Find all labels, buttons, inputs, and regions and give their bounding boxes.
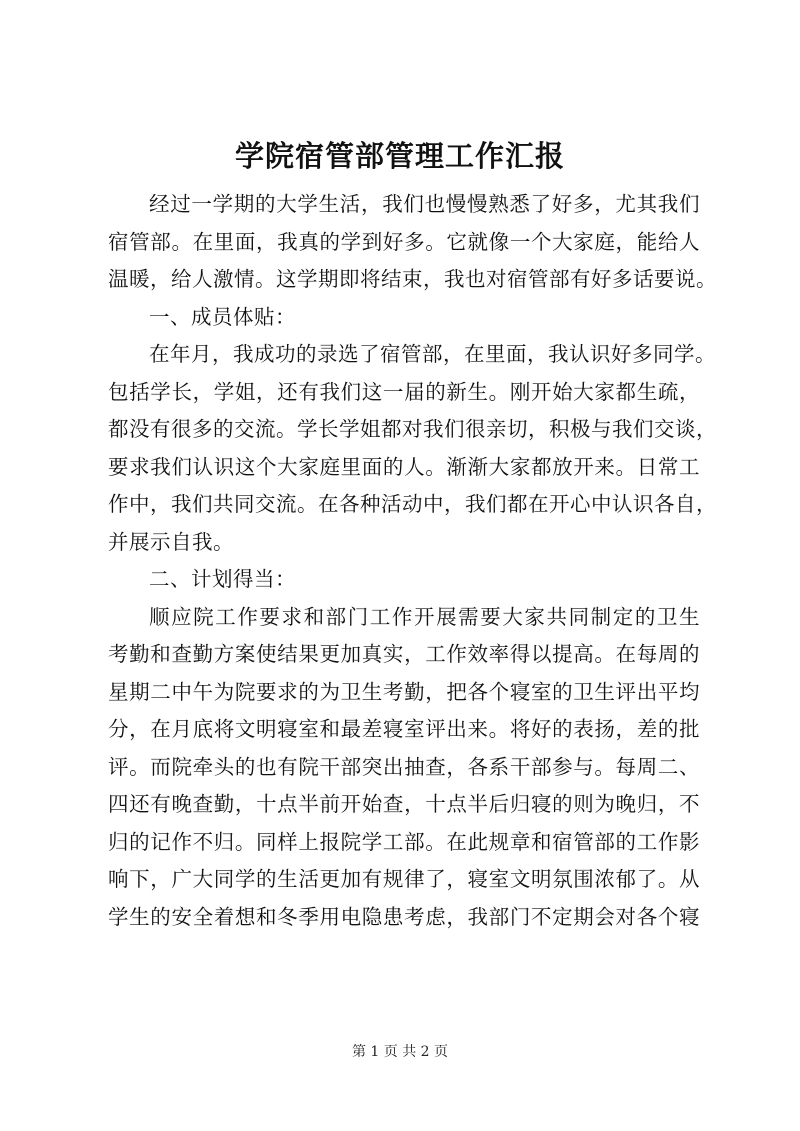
paragraph-line: 考勤和查勤方案使结果更加真实，工作效率得以提高。在每周的 — [108, 642, 700, 666]
paragraph-line: 宿管部。在里面，我真的学到好多。它就像一个大家庭，能给人 — [108, 229, 700, 254]
paragraph-line: 并展示自我。 — [108, 529, 234, 554]
paragraph-line: 归的记作不归。同样上报院学工部。在此规章和宿管部的工作影 — [108, 829, 700, 854]
paragraph-line: 温暖，给人激情。这学期即将结束，我也对宿管部有好多话要说。 — [108, 267, 717, 291]
paragraph-line: 作中，我们共同交流。在各种活动中，我们都在开心中认识各自， — [108, 492, 717, 516]
paragraph-line: 响下，广大同学的生活更加有规律了，寝室文明氛围浓郁了。从 — [108, 867, 700, 891]
section-heading: 一、成员体贴： — [149, 304, 296, 329]
paragraph-line: 四还有晚查勤，十点半前开始查，十点半后归寝的则为晚归，不 — [108, 792, 700, 816]
paragraph-line: 顺应院工作要求和部门工作开展需要大家共同制定的卫生 — [149, 604, 700, 629]
paragraph-line: 经过一学期的大学生活，我们也慢慢熟悉了好多，尤其我们 — [149, 192, 700, 216]
paragraph-line: 都没有很多的交流。学长学姐都对我们很亲切，积极与我们交谈， — [108, 417, 717, 441]
page-footer: 第 1 页 共 2 页 — [351, 1044, 449, 1060]
paragraph-line: 评。而院牵头的也有院干部突出抽查，各系干部参与。每周二、 — [108, 754, 700, 779]
paragraph-line: 星期二中午为院要求的为卫生考勤，把各个寝室的卫生评出平均 — [108, 679, 700, 704]
paragraph-line: 分，在月底将文明寝室和最差寝室评出来。将好的表扬，差的批 — [108, 717, 700, 741]
paragraph-line: 包括学长，学姐，还有我们这一届的新生。刚开始大家都生疏， — [108, 379, 700, 404]
page-title: 学院宿管部管理工作汇报 — [234, 139, 565, 173]
document-body — [108, 186, 717, 936]
section-heading: 二、计划得当： — [149, 567, 296, 591]
paragraph-line: 要求我们认识这个大家庭里面的人。渐渐大家都放开来。日常工 — [108, 454, 700, 479]
paragraph-line: 学生的安全着想和冬季用电隐患考虑，我部门不定期会对各个寝 — [108, 904, 700, 929]
paragraph-line: 在年月，我成功的录选了宿管部，在里面，我认识好多同学。 — [149, 342, 716, 366]
